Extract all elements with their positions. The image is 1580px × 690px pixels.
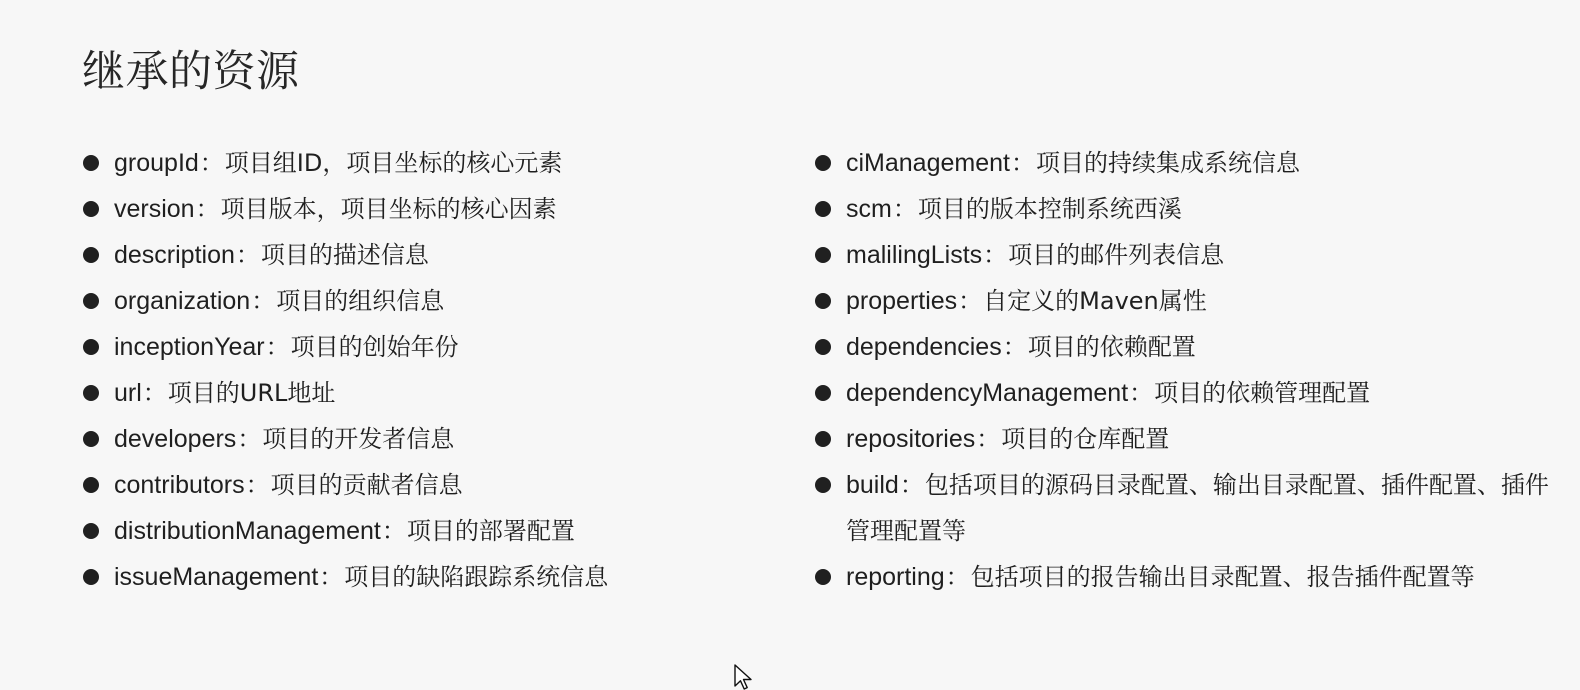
separator: ： <box>892 195 917 223</box>
resource-description: 项目的开发者信息 <box>262 425 455 453</box>
bullet-icon <box>815 431 831 447</box>
separator: ： <box>983 241 1008 269</box>
separator: ： <box>976 425 1001 453</box>
separator: ： <box>319 563 344 591</box>
list-item <box>814 370 1549 416</box>
list-item <box>814 554 1549 600</box>
resource-key: properties <box>846 287 958 315</box>
bullet-icon <box>815 477 831 493</box>
list-item <box>82 324 762 370</box>
separator: ： <box>245 471 270 499</box>
list-item <box>82 508 762 554</box>
separator: ： <box>958 287 983 315</box>
resource-key: malilingLists <box>846 241 983 269</box>
separator: ： <box>1010 149 1035 177</box>
bullet-icon <box>815 569 831 585</box>
separator: ： <box>381 517 406 545</box>
resource-description: 项目的部署配置 <box>406 517 575 545</box>
list-item <box>82 278 762 324</box>
bullet-icon <box>815 385 831 401</box>
page-title: 继承的资源 <box>82 47 300 97</box>
resource-description: 项目的依赖管理配置 <box>1154 379 1371 407</box>
separator: ： <box>142 379 167 407</box>
separator: ： <box>1129 379 1154 407</box>
resource-key: version <box>114 195 195 223</box>
resource-description: 项目的仓库配置 <box>1001 425 1170 453</box>
bullet-icon <box>83 247 99 263</box>
bullet-icon <box>83 293 99 309</box>
bullet-icon <box>815 247 831 263</box>
resource-description: 项目的URL地址 <box>167 379 336 407</box>
resource-key: distributionManagement <box>114 517 381 545</box>
resource-key: reporting <box>846 563 945 591</box>
separator: ： <box>899 471 924 499</box>
bullet-icon <box>83 569 99 585</box>
bullet-icon <box>83 155 99 171</box>
list-item <box>814 232 1549 278</box>
bullet-icon <box>83 201 99 217</box>
separator: ： <box>945 563 970 591</box>
list-item <box>814 140 1549 186</box>
list-item <box>82 186 762 232</box>
resource-description: 项目的邮件列表信息 <box>1008 241 1225 269</box>
bullet-icon <box>815 155 831 171</box>
list-item <box>814 462 1549 554</box>
list-item <box>82 416 762 462</box>
resource-key: groupId <box>114 149 199 177</box>
bullet-icon <box>83 339 99 355</box>
list-item <box>814 186 1549 232</box>
resource-key: repositories <box>846 425 976 453</box>
resource-description: 包括项目的报告输出目录配置、报告插件配置等 <box>970 563 1475 591</box>
list-item <box>82 554 762 600</box>
resource-description: 项目的版本控制系统西溪 <box>917 195 1182 223</box>
resource-key: ciManagement <box>846 149 1010 177</box>
resource-key: issueManagement <box>114 563 319 591</box>
left-resource-list <box>82 140 762 600</box>
bullet-icon <box>815 293 831 309</box>
list-item <box>82 370 762 416</box>
resource-key: developers <box>114 425 237 453</box>
resource-description: 项目版本，项目坐标的核心因素 <box>220 195 557 223</box>
resource-key: description <box>114 241 235 269</box>
resource-key: build <box>846 471 899 499</box>
resource-description: 项目的组织信息 <box>276 287 445 315</box>
bullet-icon <box>83 431 99 447</box>
bullet-icon <box>83 523 99 539</box>
list-item <box>814 278 1549 324</box>
resource-key: dependencies <box>846 333 1002 361</box>
resource-key: inceptionYear <box>114 333 265 361</box>
separator: ： <box>235 241 260 269</box>
resource-key: organization <box>114 287 251 315</box>
separator: ： <box>1002 333 1027 361</box>
bullet-icon <box>815 339 831 355</box>
resource-description: 项目的创始年份 <box>290 333 459 361</box>
resource-description: 包括项目的源码目录配置、输出目录配置、插件配置、插件管理配置等 <box>846 471 1549 545</box>
list-item <box>814 324 1549 370</box>
resource-description: 项目组ID，项目坐标的核心元素 <box>224 149 563 177</box>
resource-key: scm <box>846 195 892 223</box>
cursor-icon <box>734 664 754 690</box>
resource-key: contributors <box>114 471 245 499</box>
list-item <box>82 232 762 278</box>
separator: ： <box>251 287 276 315</box>
separator: ： <box>195 195 220 223</box>
right-resource-list <box>814 140 1549 600</box>
bullet-icon <box>815 201 831 217</box>
resource-description: 项目的缺陷跟踪系统信息 <box>344 563 609 591</box>
list-item <box>82 140 762 186</box>
separator: ： <box>237 425 262 453</box>
resource-description: 项目的贡献者信息 <box>270 471 463 499</box>
resource-description: 项目的依赖配置 <box>1027 333 1196 361</box>
separator: ： <box>265 333 290 361</box>
bullet-icon <box>83 385 99 401</box>
list-item <box>814 416 1549 462</box>
resource-key: dependencyManagement <box>846 379 1129 407</box>
separator: ： <box>199 149 224 177</box>
resource-description: 项目的持续集成系统信息 <box>1035 149 1300 177</box>
resource-description: 项目的描述信息 <box>260 241 429 269</box>
resource-description: 自定义的Maven属性 <box>983 287 1207 315</box>
bullet-icon <box>83 477 99 493</box>
resource-key: url <box>114 379 142 407</box>
list-item <box>82 462 762 508</box>
